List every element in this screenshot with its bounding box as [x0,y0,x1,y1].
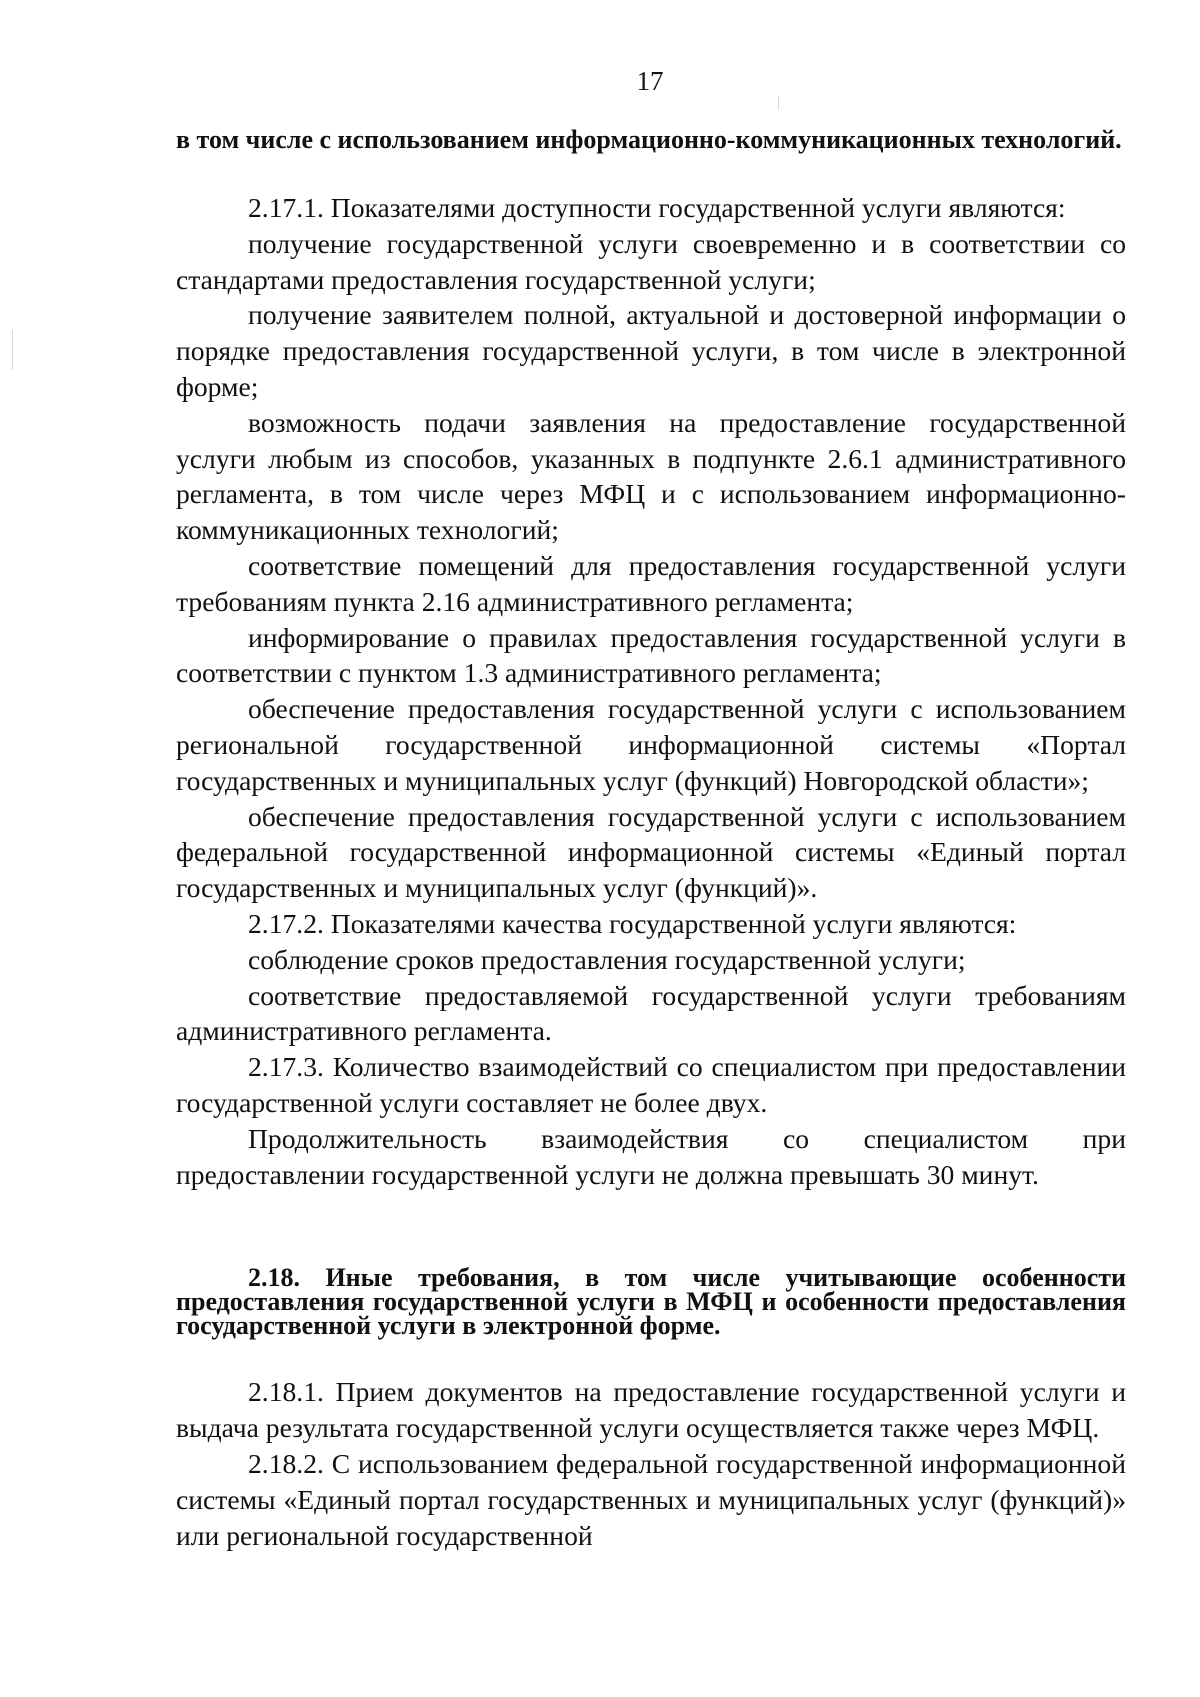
paragraph: соответствие предоставляемой государственной услуги требованиям административного регламента. [176,979,1126,1047]
page-number: 17 [636,66,664,96]
paragraph: получение государственной услуги своевременно и в соответствии со стандартами предоставления государственной услуги; [176,227,1126,295]
paragraph: 2.18.2. С использованием федеральной государственной информационной системы «Единый портал государственных и муниципальных услуг (функций)» или региональной государственной [176,1447,1126,1551]
paragraph: обеспечение предоставления государственной услуги с использованием региональной государственной информационной системы «Портал государственных и муниципальных услуг (функций) Новгородской области»; [176,693,1126,796]
section-heading-2-18: 2.18. Иные требования, в том числе учитывающие особенности предоставления государственной услуги в МФЦ и особенности предоставления государственной услуги в электронной форме. [176,1263,1126,1341]
paragraph: обеспечение предоставления государственной услуги с использованием федеральной государственной информационной системы «Единый портал государственных и муниципальных услуг (функций)». [176,800,1126,904]
scan-artifact [12,330,13,370]
section-2-17-paragraphs [176,190,1126,1192]
continued-heading: в том числе с использованием информационно-коммуникационных технологий. [176,125,1122,154]
paragraph: возможность подачи заявления на предоставление государственной услуги любым из способов, указанных в подпункте 2.6.1 административного регламента, в том числе через МФЦ и с использованием информационно-коммуникационных технологий; [176,406,1126,546]
paragraph: 2.17.1. Показателями доступности государственной услуги являются: [248,192,1066,223]
paragraph: информирование о правилах предоставления государственной услуги в соответствии с пунктом 1.3 административного регламента; [176,621,1126,689]
paragraph: соответствие помещений для предоставления государственной услуги требованиям пункта 2.16 административного регламента; [176,549,1126,617]
paragraph: 2.17.3. Количество взаимодействий со специалистом при предоставлении государственной услуги составляет не более двух. [176,1051,1126,1118]
section-2-18-paragraphs [176,1374,1126,1553]
paragraph: Продолжительность взаимодействия со специалистом при предоставлении государственной услуги не должна превышать 30 минут. [176,1122,1126,1190]
paragraph: соблюдение сроков предоставления государственной услуги; [248,943,966,975]
paragraph: получение заявителем полной, актуальной и достоверной информации о порядке предоставления государственной услуги, в том числе в электронной форме; [176,299,1126,402]
scan-artifact [778,96,779,110]
paragraph: 2.17.2. Показателями качества государственной услуги являются: [248,907,1017,939]
paragraph: 2.18.1. Прием документов на предоставление государственной услуги и выдача результата государственной услуги осуществляется также через МФЦ. [176,1376,1126,1444]
document-body [176,125,1126,1553]
